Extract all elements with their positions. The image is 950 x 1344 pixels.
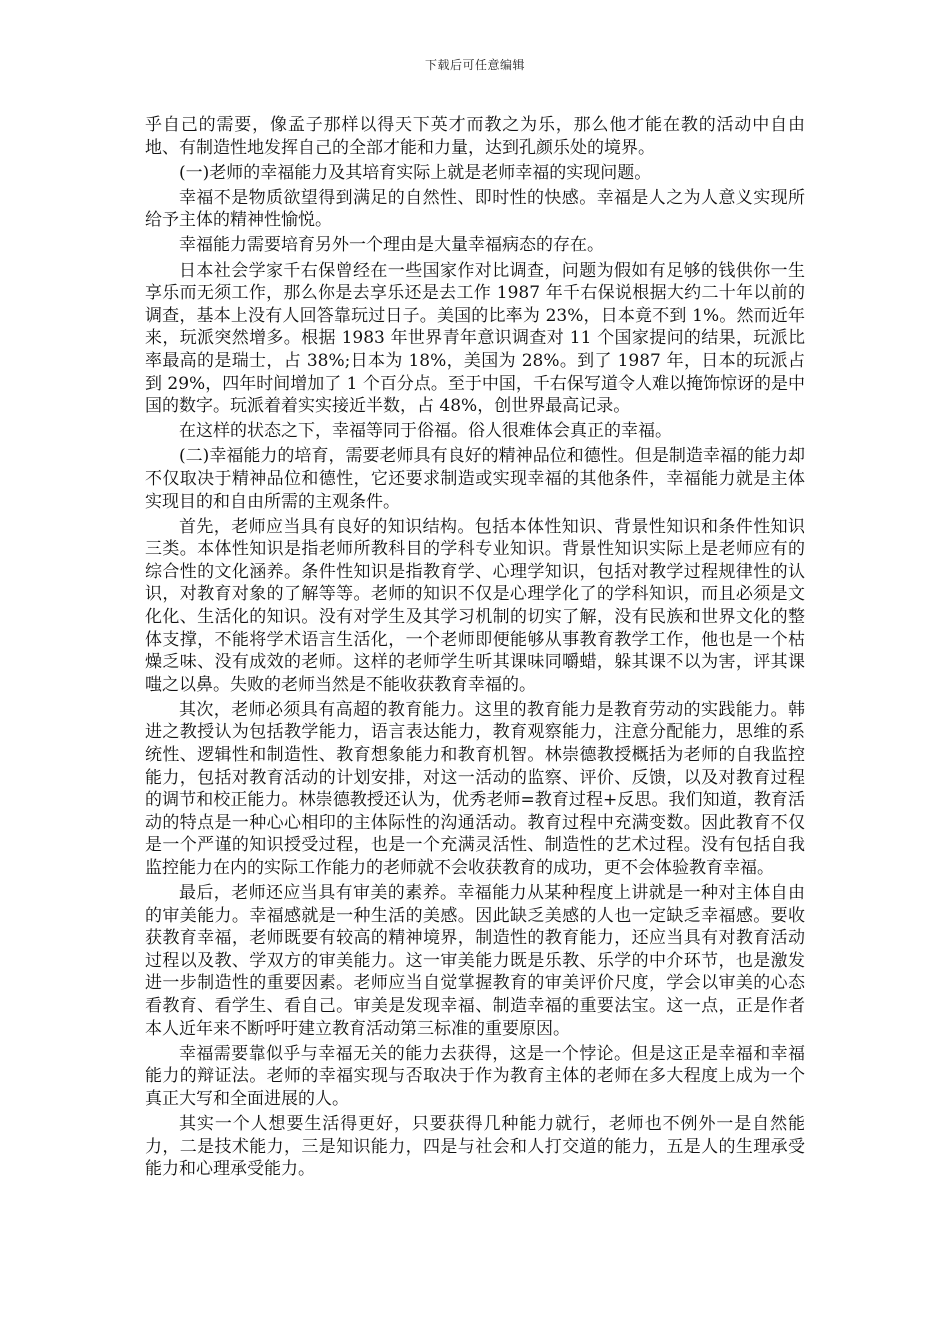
paragraph-section-one-heading: (一)老师的幸福能力及其培育实际上就是老师幸福的实现问题。 bbox=[179, 162, 652, 183]
paragraph-vulgar-happiness: 在这样的状态之下，幸福等同于俗福。俗人很难体会真正的幸福。 bbox=[179, 421, 672, 442]
paragraph-paradox: 幸福需要靠似乎与幸福无关的能力去获得，这是一个悖论。但是这正是幸福和幸福能力的辩证法。老师的幸福实现与否取决于作为教育主体的老师在多大程度上成为一个真正大写和全面进展的人。 bbox=[145, 1043, 805, 1109]
paragraph-abilities: 其实一个人想要生活得更好，只要获得几种能力就行，老师也不例外一是自然能力，二是技术能力，三是知识能力，四是与社会和人打交道的能力，五是人的生理承受能力和心理承受能力。 bbox=[145, 1114, 805, 1180]
paragraph-happiness-definition: 幸福不是物质欲望得到满足的自然性、即时性的快感。幸福是人之为人意义实现所给予主体的精神性愉悦。 bbox=[145, 187, 805, 231]
paragraph-reason: 幸福能力需要培育另外一个理由是大量幸福病态的存在。 bbox=[179, 235, 604, 256]
paragraph-survey: 日本社会学家千右保曾经在一些国家作对比调查，问题为假如有足够的钱供你一生享乐而无须工作，那么你是去享乐还是去工作 1987 年千右保说根据大约二十年以前的调查，基本上没有人回答靠玩过日子。美国的比率为 23%，日本竟不到 1%。然而近年来，玩派突然增多。根据 1983 年世界青年意识调查对 11 个国家提问的结果，玩派比率最高的是瑞士，占 38%;日本为 18%，美国为 28%。到了 1987 年，日本的玩派占到 29%，四年时间增加了 1 个百分点。至于中国，千右保写道令人难以掩饰惊讶的是中国的数字。玩派着着实实接近半数，占 48%，创世界最高记录。 bbox=[145, 260, 805, 417]
paragraph-section-two-heading: (二)幸福能力的培育，需要老师具有良好的精神品位和德性。但是制造幸福的能力却不仅取决于精神品位和德性，它还要求制造或实现幸福的其他条件，幸福能力就是主体实现目的和自由所需的主观条件。 bbox=[145, 446, 805, 512]
paragraph-education-ability: 其次，老师必须具有高超的教育能力。这里的教育能力是教育劳动的实践能力。韩进之教授认为包括教学能力，语言表达能力，教育观察能力，注意分配能力，思维的系统性、逻辑性和制造性、教育想象能力和教育机智。林崇德教授概括为老师的自我监控能力，包括对教育活动的计划安排，对这一活动的监察、评价、反馈，以及对教育过程的调节和校正能力。林崇德教授还认为，优秀老师=教育过程+反思。我们知道，教育活动的特点是一种心心相印的主体际性的沟通活动。教育过程中充满变数。因此教育不仅是一个严谨的知识授受过程，也是一个充满灵活性、制造性的艺术过程。没有包括自我监控能力在内的实际工作能力的老师就不会收获教育的成功，更不会体验教育幸福。 bbox=[145, 699, 805, 878]
document-body bbox=[145, 114, 805, 1183]
paragraph-knowledge-structure: 首先，老师应当具有良好的知识结构。包括本体性知识、背景性知识和条件性知识三类。本体性知识是指老师所教科目的学科专业知识。背景性知识实际上是老师应有的综合性的文化涵养。条件性知识是指教育学、心理学知识，包括对教学过程规律性的认识，对教育对象的了解等等。老师的知识不仅是心理学化了的学科知识，而且必须是文化化、生活化的知识。没有对学生及其学习机制的切实了解，没有民族和世界文化的整体支撑，不能将学术语言生活化，一个老师即便能够从事教育教学工作，他也是一个枯燥乏味、没有成效的老师。这样的老师学生听其课味同嚼蜡，躲其课不以为害，评其课嗤之以鼻。失败的老师当然是不能收获教育幸福的。 bbox=[145, 516, 805, 695]
paragraph-continuation: 乎自己的需要，像孟子那样以得天下英才而教之为乐，那么他才能在教的活动中自由地、有制造性地发挥自己的全部才能和力量，达到孔颜乐处的境界。 bbox=[145, 115, 805, 158]
page-header: 下载后可任意编辑 bbox=[424, 58, 525, 72]
paragraph-aesthetic: 最后，老师还应当具有审美的素养。幸福能力从某种程度上讲就是一种对主体自由的审美能力。幸福感就是一种生活的美感。因此缺乏美感的人也一定缺乏幸福感。要收获教育幸福，老师既要有较高的精神境界，制造性的教育能力，还应当具有对教育活动过程以及教、学双方的审美能力。这一审美能力既是乐教、乐学的中介环节，也是激发进一步制造性的重要因素。老师应当自觉掌握教育的审美评价尺度，学会以审美的心态看教育、看学生、看自己。审美是发现幸福、制造幸福的重要法宝。这一点，正是作者本人近年来不断呼吁建立教育活动第三标准的重要原因。 bbox=[145, 883, 805, 1039]
